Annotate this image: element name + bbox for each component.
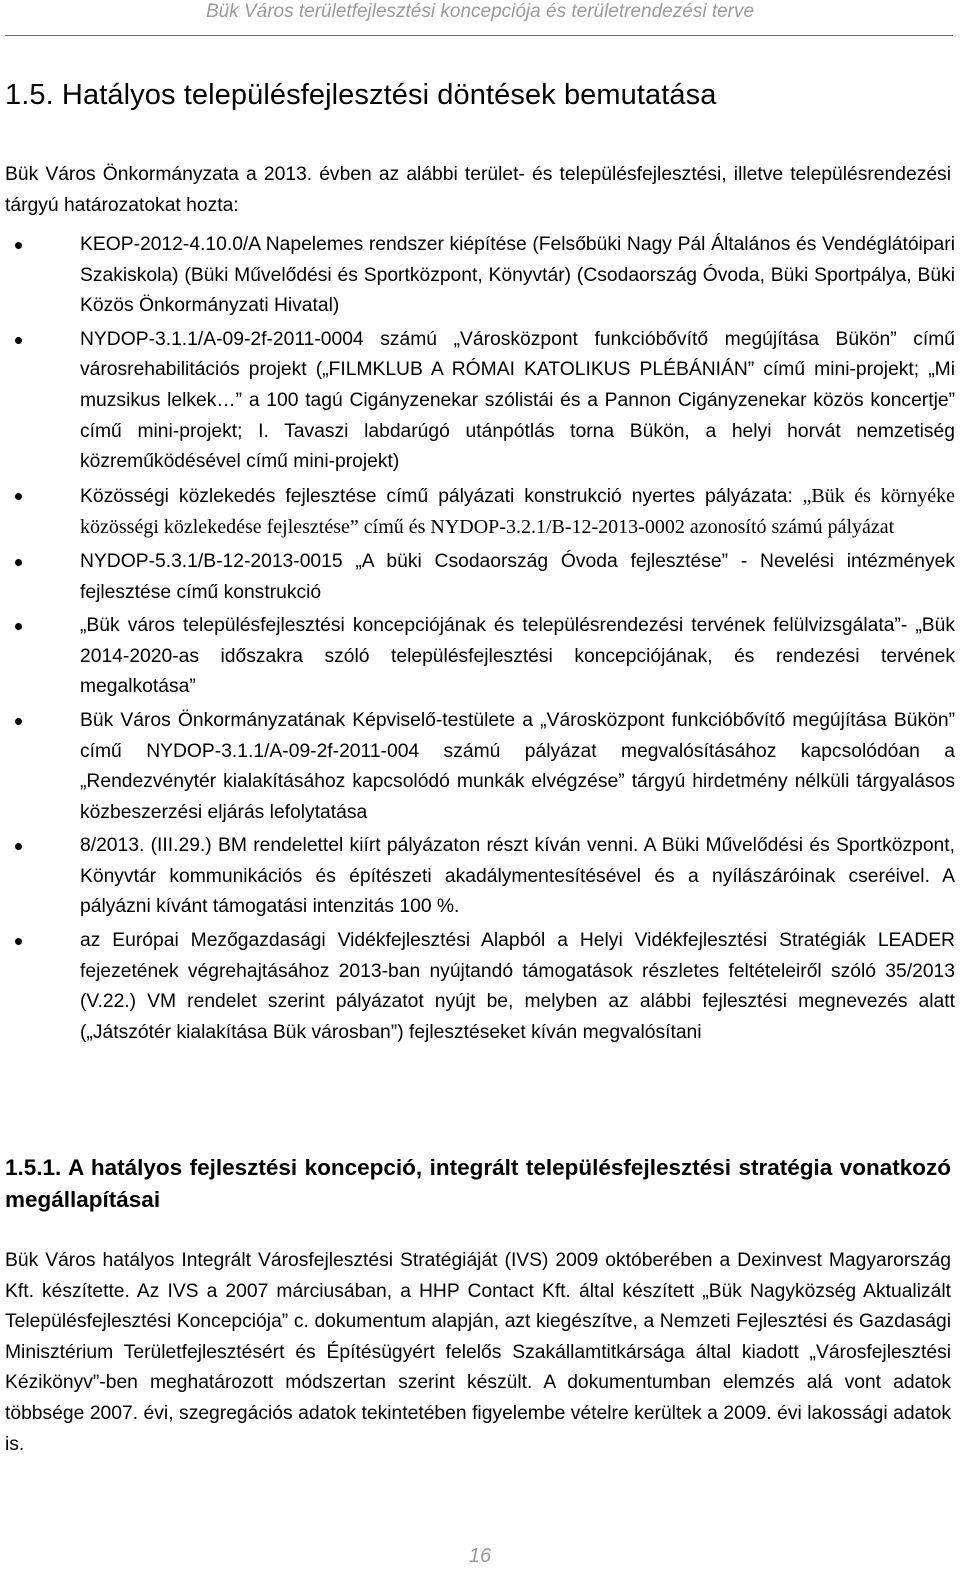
ivs-paragraph: Bük Város hatályos Integrált Városfejlesztési Stratégiáját (IVS) 2009 októberében a Dexinvest Magyarország Kft. készítette. Az IVS a 2007 márciusában, a HHP Contact Kft. által készített „Bük Nagyközség Aktualizált Településfejlesztési Koncepciója” c. dokumentum alapján, azt kiegészítve, a Nemzeti Fejlesztési és Gazdasági Minisztérium Területfejlesztésért és Építésügyért felelős Szakállamtitkársága által kiadott „Városfejlesztési Kézikönyv”-ben meghatározott módszertan szerint készült. A dokumentumban elemzés alá vont adatok többsége 2007. évi, szegregációs adatok tekintetében figyelembe vételre kerültek a 2009. évi lakossági adatok is. (5, 1250, 951, 1455)
header-divider (5, 35, 953, 36)
decision-item: az Európai Mezőgazdasági Vidékfejlesztési Alapból a Helyi Vidékfejlesztési Stratégiák LEADER fejezetének végrehajtásához 2013-ban nyújtandó támogatások részletes feltételeiről szóló 35/2013 (V.22.) VM rendelet szerint pályázatot nyújt be, melyben az alábbi fejlesztési megnevezés alatt („Játszótér kialakítása Bük városban”) fejlesztéseket kíván megvalósítani (0, 926, 955, 1048)
decision-item: 8/2013. (III.29.) BM rendelettel kiírt pályázaton részt kíván venni. A Büki Művelődési és Sportközpont, Könyvtár kommunikációs és építészeti akadálymentesítésével és a nyílászáróinak cseréivel. A pályázni kívánt támogatási intenzitás 100 %. (0, 831, 955, 923)
decision-list (0, 230, 955, 1051)
intro-paragraph: Bük Város Önkormányzata a 2013. évben az alábbi terület- és településfejlesztési, illetve településrendezési tárgyú határozatokat hozta: (5, 164, 951, 216)
decision-item: „Bük város településfejlesztési koncepciójának és településrendezési tervének felülvizsgálata”- „Bük 2014-2020-as időszakra szóló településfejlesztési koncepciójának, és rendezési tervének megalkotása” (0, 611, 955, 703)
decision-item: Bük Város Önkormányzatának Képviselő-testülete a „Városközpont funkcióbővítő megújítása Bükön” című NYDOP-3.1.1/A-09-2f-2011-004 számú pályázat megvalósításához kapcsolódóan a „Rendezvénytér kialakításához kapcsolódó munkák elvégzése” tárgyú hirdetmény nélküli tárgyalásos közbeszerzési eljárás lefolytatása (0, 706, 955, 828)
decision-item-lead: Közösségi közlekedés fejlesztése című pályázati konstrukció nyertes pályázata: (80, 485, 793, 507)
page-number: 16 (468, 1545, 492, 1567)
decision-item (0, 481, 955, 544)
running-header: Bük Város területfejlesztési koncepciója és területrendezési terve (205, 1, 755, 22)
section-title: 1.5. Hatályos településfejlesztési döntések bemutatása (5, 79, 717, 111)
decision-item: NYDOP-3.1.1/A-09-2f-2011-0004 számú „Városközpont funkcióbővítő megújítása Bükön” című városrehabilitációs projekt („FILMKLUB A RÓMAI KATOLIKUS PLÉBÁNIÁN” című mini-projekt; „Mi muzsikus lelkek…” a 100 tagú Cigányzenekar szólistái és a Pannon Cigányzenekar közös koncertje” című mini-projekt; I. Tavaszi labdarúgó utánpótlás torna Bükön, a helyi horvát nemzetiség közreműködésével című mini-projekt) (0, 325, 955, 478)
decision-item: NYDOP-5.3.1/B-12-2013-0015 „A büki Csodaország Óvoda fejlesztése” - Nevelési intézmények fejlesztése című konstrukció (0, 547, 955, 608)
decision-item: KEOP-2012-4.10.0/A Napelemes rendszer kiépítése (Felsőbüki Nagy Pál Általános és Vendéglátóipari Szakiskola) (Büki Művelődési és Sportközpont, Könyvtár) (Csodaország Óvoda, Büki Sportpálya, Büki Közös Önkormányzati Hivatal) (0, 230, 955, 322)
decision-item-serif-run: „Bük és környéke közösségi közlekedése fejlesztése” című és NYDOP-3.2.1/B-12-2013-0002 azonosító számú pályázat (80, 484, 955, 539)
subsection-title: 1.5.1. A hatályos fejlesztési koncepció, integrált településfejlesztési stratégia vonatkozó megállapításai (5, 1155, 951, 1212)
